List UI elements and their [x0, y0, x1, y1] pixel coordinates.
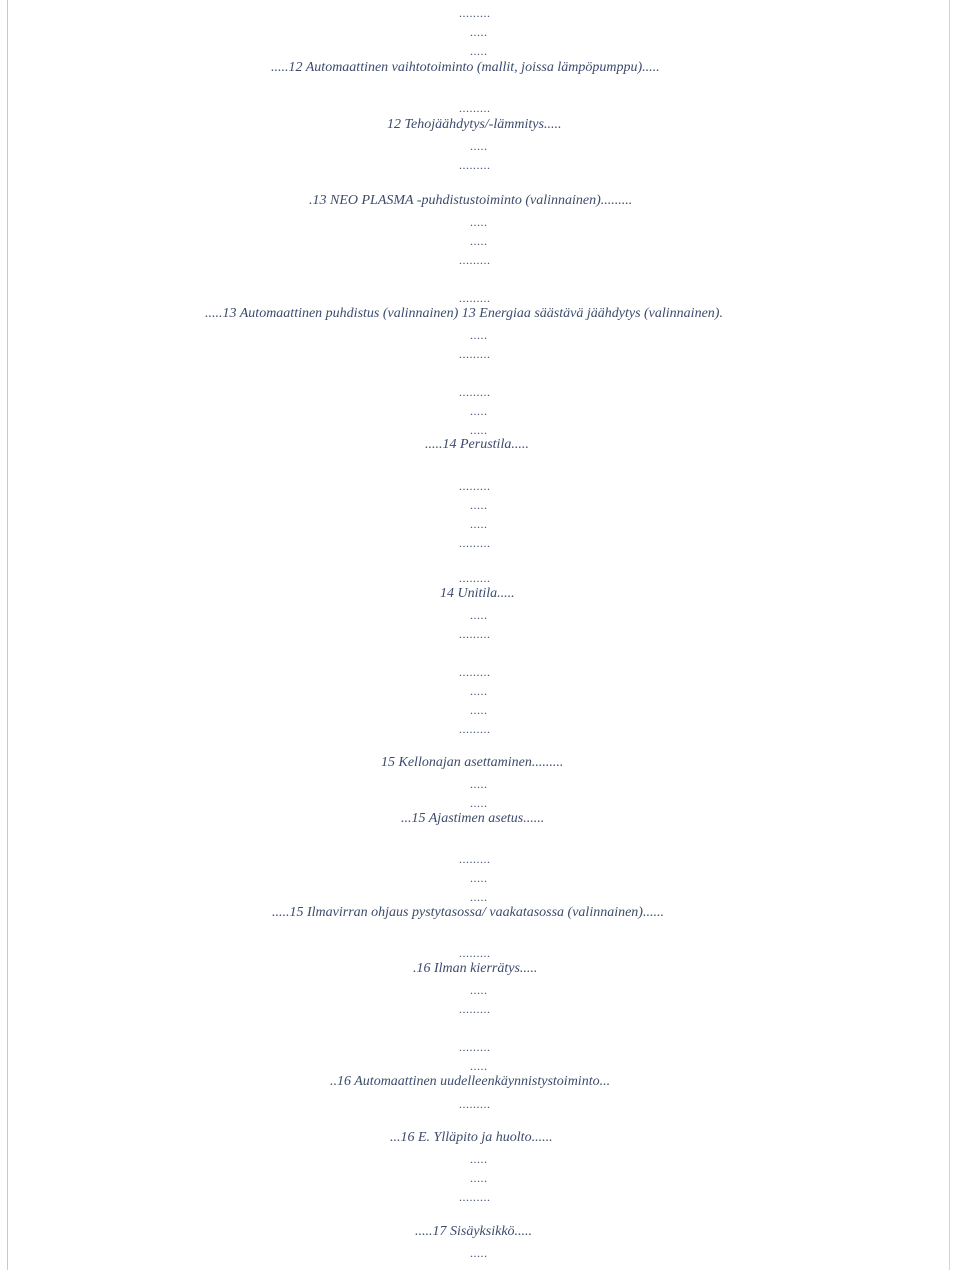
- toc-filler: .........: [459, 101, 491, 115]
- toc-filler: .........: [459, 665, 491, 679]
- toc-entry[interactable]: .....17 Sisäyksikkö.....: [415, 1224, 533, 1239]
- toc-filler: .....: [470, 498, 488, 512]
- toc-filler: .........: [459, 385, 491, 399]
- toc-filler: .....: [470, 517, 488, 531]
- toc-entry[interactable]: .16 Ilman kierrätys.....: [413, 961, 538, 976]
- toc-entry[interactable]: ...15 Ajastimen asetus......: [401, 811, 545, 826]
- toc-filler: .....: [470, 423, 488, 437]
- toc-filler: .....: [470, 1246, 488, 1260]
- toc-filler: .....: [470, 608, 488, 622]
- toc-filler: .........: [459, 347, 491, 361]
- page-right-border: [949, 0, 950, 1270]
- toc-entry[interactable]: .....15 Ilmavirran ohjaus pystytasossa/ vaakatasossa (valinnainen)......: [272, 905, 664, 920]
- toc-entry[interactable]: 12 Tehojäähdytys/-lämmitys.....: [387, 117, 562, 132]
- toc-entry[interactable]: 15 Kellonajan asettaminen.........: [381, 755, 564, 770]
- toc-filler: .....: [470, 234, 488, 248]
- toc-entry[interactable]: .....12 Automaattinen vaihtotoiminto (mallit, joissa lämpöpumppu).....: [271, 60, 660, 75]
- toc-filler: .........: [459, 158, 491, 172]
- toc-filler: .........: [459, 6, 491, 20]
- toc-filler: .........: [459, 571, 491, 585]
- toc-filler: .....: [470, 1152, 488, 1166]
- toc-filler: .....: [470, 777, 488, 791]
- toc-filler: .....: [470, 1171, 488, 1185]
- toc-entry[interactable]: 14 Unitila.....: [440, 586, 515, 601]
- toc-filler: .........: [459, 1097, 491, 1111]
- toc-filler: .....: [470, 44, 488, 58]
- toc-filler: .........: [459, 479, 491, 493]
- toc-entry[interactable]: ...16 E. Ylläpito ja huolto......: [390, 1130, 553, 1145]
- toc-filler: .....: [470, 983, 488, 997]
- page-left-border: [7, 0, 8, 1270]
- toc-filler: .........: [459, 253, 491, 267]
- toc-filler: .........: [459, 291, 491, 305]
- toc-filler: .........: [459, 722, 491, 736]
- toc-filler: .........: [459, 852, 491, 866]
- toc-entry[interactable]: .13 NEO PLASMA -puhdistustoiminto (valinnainen).........: [309, 193, 633, 208]
- toc-filler: .........: [459, 1190, 491, 1204]
- toc-filler: .....: [470, 404, 488, 418]
- toc-filler: .....: [470, 25, 488, 39]
- toc-filler: .....: [470, 1059, 488, 1073]
- toc-filler: .....: [470, 684, 488, 698]
- toc-filler: .........: [459, 1002, 491, 1016]
- toc-filler: .....: [470, 139, 488, 153]
- toc-filler: .........: [459, 536, 491, 550]
- toc-filler: .........: [459, 627, 491, 641]
- toc-filler: .....: [470, 328, 488, 342]
- toc-filler: .........: [459, 1040, 491, 1054]
- toc-filler: .....: [470, 890, 488, 904]
- toc-entry[interactable]: ..16 Automaattinen uudelleenkäynnistystoiminto...: [330, 1074, 611, 1089]
- toc-filler: .....: [470, 871, 488, 885]
- toc-filler: .....: [470, 215, 488, 229]
- toc-filler: .........: [459, 946, 491, 960]
- toc-entry[interactable]: .....13 Automaattinen puhdistus (valinnainen) 13 Energiaa säästävä jäähdytys (valinnainen).: [205, 306, 723, 321]
- toc-filler: .....: [470, 796, 488, 810]
- toc-entry[interactable]: .....14 Perustila.....: [425, 437, 529, 452]
- toc-filler: .....: [470, 703, 488, 717]
